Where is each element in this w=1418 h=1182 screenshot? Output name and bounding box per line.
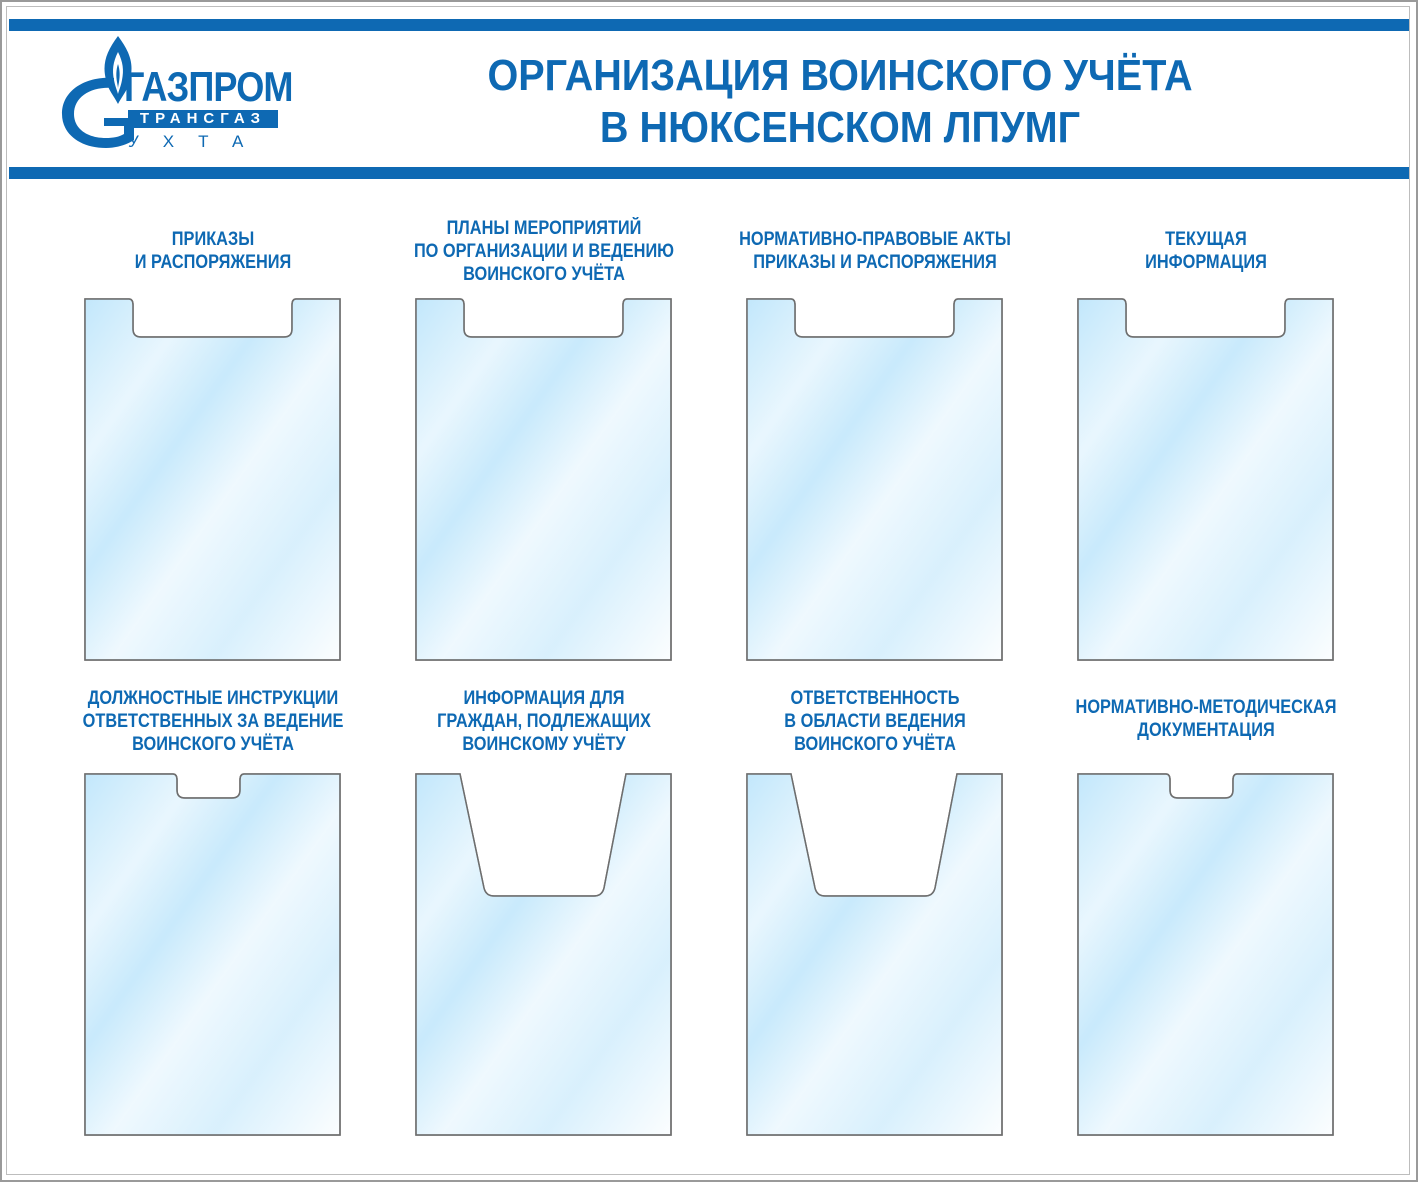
pocket-label-line: И РАСПОРЯЖЕНИЯ <box>134 252 291 273</box>
document-pocket-4[interactable] <box>1078 299 1334 660</box>
logo-subtitle: ТРАНСГАЗ <box>128 110 278 128</box>
pocket-label-line: НОРМАТИВНО-МЕТОДИЧЕСКАЯ <box>1075 697 1336 718</box>
pocket-label-line: ВОИНСКОГО УЧЁТА <box>793 734 956 755</box>
header-bottom-stripe <box>9 167 1409 179</box>
pocket-label-line: ПРИКАЗЫ <box>171 229 254 250</box>
document-pocket-1[interactable] <box>85 299 341 660</box>
pocket-label-line: НОРМАТИВНО-ПРАВОВЫЕ АКТЫ <box>738 229 1011 250</box>
pocket-label-line: ОТВЕТСТВЕННОСТЬ <box>790 688 959 709</box>
pocket-label-line: ВОИНСКОГО УЧЁТА <box>131 734 294 755</box>
pocket-label-line: ОТВЕТСТВЕННЫХ ЗА ВЕДЕНИЕ <box>82 711 343 732</box>
pocket-shape <box>1078 774 1333 1135</box>
pocket-shape <box>416 299 671 660</box>
board-title <box>354 50 1326 154</box>
pocket-shape <box>1078 299 1333 660</box>
pocket-label-4 <box>1064 228 1348 274</box>
pocket-label-line: ИНФОРМАЦИЯ <box>1144 252 1267 273</box>
pocket-label-6 <box>402 687 686 756</box>
document-pocket-6[interactable] <box>416 774 672 1135</box>
pocket-label-line: ГРАЖДАН, ПОДЛЕЖАЩИХ <box>436 711 651 732</box>
header-top-stripe <box>9 19 1409 31</box>
pocket-label-2 <box>402 217 686 286</box>
logo-city: УХТА <box>128 132 268 151</box>
document-pocket-7[interactable] <box>747 774 1003 1135</box>
document-pocket-8[interactable] <box>1078 774 1334 1135</box>
document-pocket-5[interactable] <box>85 774 341 1135</box>
pocket-label-line: ДОКУМЕНТАЦИЯ <box>1136 720 1275 741</box>
pocket-label-line: ИНФОРМАЦИЯ ДЛЯ <box>462 688 625 709</box>
pocket-label-7 <box>733 687 1017 756</box>
pocket-label-line: ПЛАНЫ МЕРОПРИЯТИЙ <box>446 218 641 239</box>
gazprom-logo <box>58 34 293 156</box>
pocket-label-line: ПО ОРГАНИЗАЦИИ И ВЕДЕНИЮ <box>413 241 674 262</box>
pocket-label-line: ДОЛЖНОСТНЫЕ ИНСТРУКЦИИ <box>87 688 338 709</box>
logo-wordmark: ГАЗПРОМ <box>124 63 293 110</box>
pocket-label-8 <box>1064 696 1348 742</box>
pocket-shape <box>747 299 1002 660</box>
pocket-label-line: ТЕКУЩАЯ <box>1164 229 1247 250</box>
board-title-line-2: В НЮКСЕНСКОМ ЛПУМГ <box>599 103 1081 152</box>
board-title-line-1: ОРГАНИЗАЦИЯ ВОИНСКОГО УЧЁТА <box>487 51 1193 100</box>
pocket-label-line: В ОБЛАСТИ ВЕДЕНИЯ <box>783 711 966 732</box>
pocket-label-5 <box>71 687 355 756</box>
pocket-label-line: ВОИНСКОМУ УЧЁТУ <box>461 734 626 755</box>
pocket-label-line: ВОИНСКОГО УЧЁТА <box>462 264 625 285</box>
pocket-shape <box>747 774 1002 1135</box>
pocket-shape <box>85 774 340 1135</box>
pocket-shape <box>416 774 671 1135</box>
pocket-shape <box>85 299 340 660</box>
pocket-label-3 <box>733 228 1017 274</box>
document-pocket-3[interactable] <box>747 299 1003 660</box>
pocket-label-line: ПРИКАЗЫ И РАСПОРЯЖЕНИЯ <box>752 252 997 273</box>
document-pocket-2[interactable] <box>416 299 672 660</box>
pocket-label-1 <box>71 228 355 274</box>
